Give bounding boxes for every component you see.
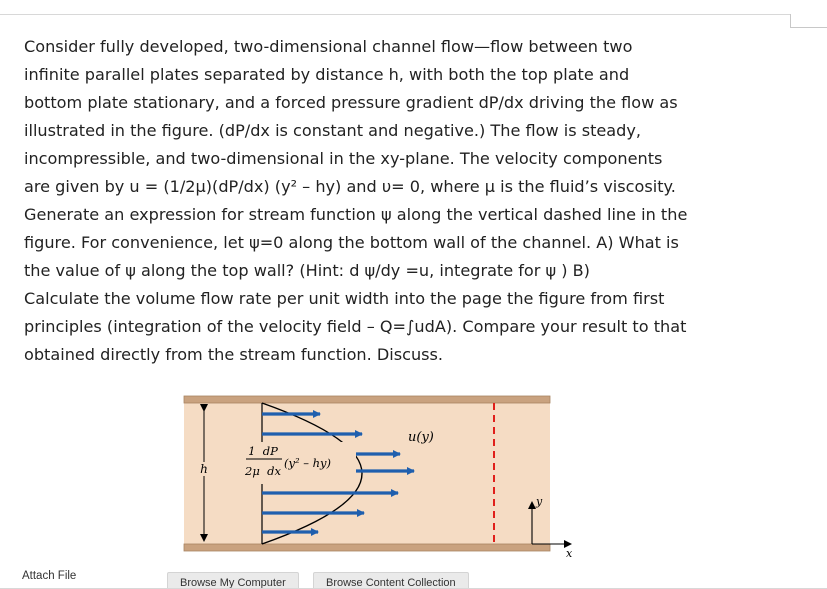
question-line: figure. For convenience, let ψ=0 along the bottom wall of the channel. A) What is — [24, 233, 679, 252]
question-line: incompressible, and two-dimensional in the xy-plane. The velocity components — [24, 149, 663, 168]
question-line: the value of ψ along the top wall? (Hint: d ψ/dy =u, integrate for ψ ) B) — [24, 261, 590, 280]
formula-numerator: 1 dP — [248, 444, 278, 458]
corner-frame — [790, 14, 827, 28]
question-line: illustrated in the figure. (dP/dx is constant and negative.) The flow is steady, — [24, 121, 642, 140]
question-line: bottom plate stationary, and a forced pressure gradient dP/dx driving the flow as — [24, 93, 678, 112]
velocity-label: u(y) — [408, 430, 434, 445]
x-axis-label: x — [566, 547, 573, 560]
top-divider — [0, 14, 827, 15]
formula-denominator: 2μ dx — [245, 464, 281, 478]
question-line: infinite parallel plates separated by distance h, with both the top plate and — [24, 65, 630, 84]
question-line: obtained directly from the stream function. Discuss. — [24, 345, 444, 364]
height-label: h — [200, 462, 208, 476]
question-line: principles (integration of the velocity field – Q=∫udA). Compare your result to that — [24, 317, 687, 336]
channel-flow-figure — [168, 392, 588, 562]
question-line: Consider fully developed, two-dimensional channel flow—flow between two — [24, 37, 633, 56]
fluid-region — [184, 402, 550, 546]
question-line: Calculate the volume flow rate per unit width into the page the figure from first — [24, 289, 665, 308]
browse-my-computer-button[interactable]: Browse My Computer — [167, 572, 299, 589]
y-axis-label: y — [536, 495, 543, 508]
top-plate — [184, 396, 550, 403]
browse-content-collection-button[interactable]: Browse Content Collection — [313, 572, 469, 589]
channel-flow-diagram — [168, 392, 588, 562]
question-text — [24, 33, 814, 369]
question-line: are given by u = (1/2μ)(dP/dx) (y² – hy) and υ= 0, where μ is the fluid’s viscosity. — [24, 177, 676, 196]
attach-file-label: Attach File — [22, 570, 77, 582]
bottom-plate — [184, 544, 550, 551]
question-line: Generate an expression for stream function ψ along the vertical dashed line in the — [24, 205, 688, 224]
formula-body: (y² – hy) — [284, 456, 332, 470]
